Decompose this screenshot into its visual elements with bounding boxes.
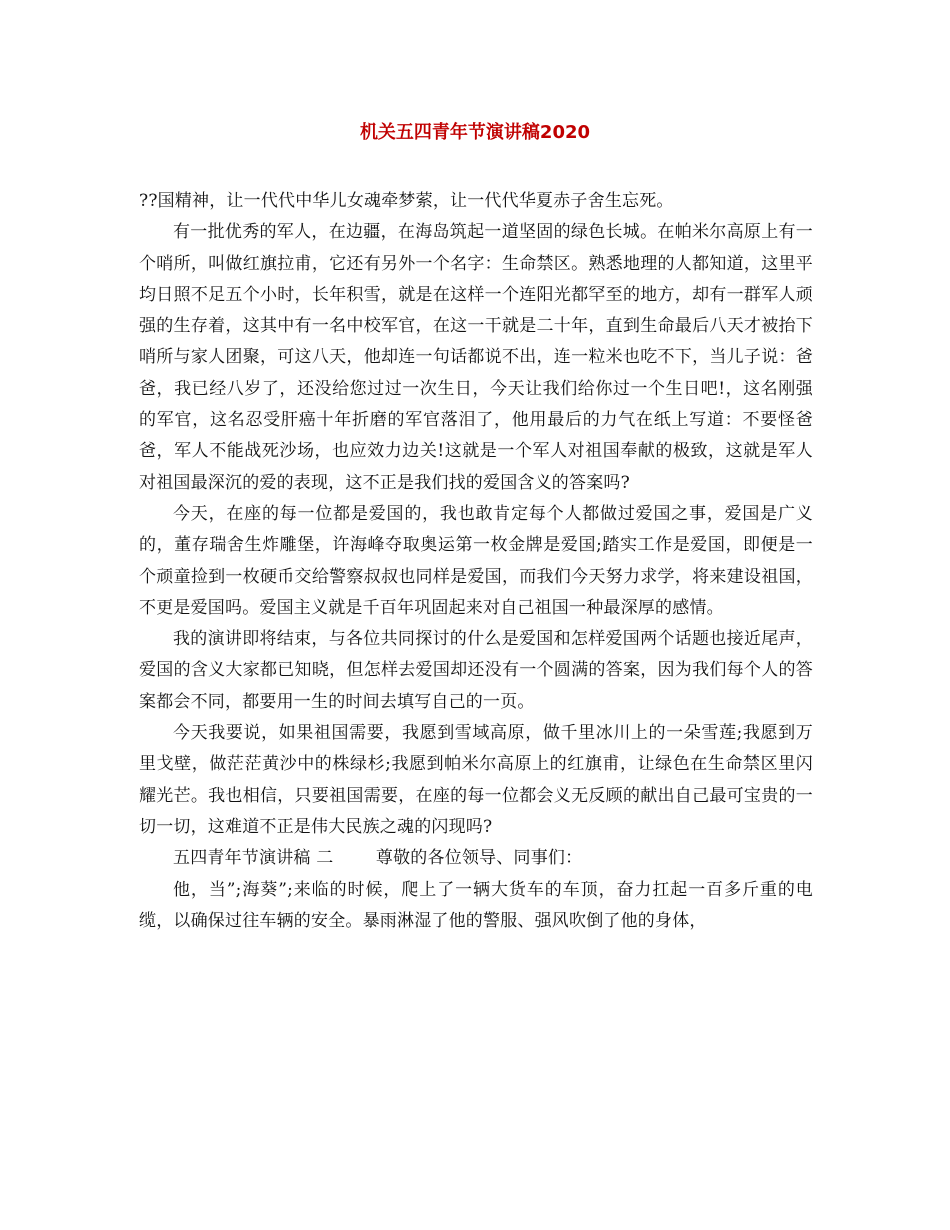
document-title: 机关五四青年节演讲稿2020: [359, 122, 591, 143]
paragraph-continuation: ??国精神，让一代代中华儿女魂牵梦萦，让一代代华夏赤子舍生忘死。: [139, 191, 674, 211]
section-heading-line: [139, 843, 813, 874]
paragraph: 我的演讲即将结束，与各位共同探讨的什么是爱国和怎样爱国两个话题也接近尾声，爱国的含义大家都已知晓，但怎样去爱国却还没有一个圆满的答案，因为我们每个人的答案都会不同，都要用一生的时间去填写自己的一页。: [139, 629, 813, 712]
section-heading: 五四青年节演讲稿 二: [173, 848, 334, 869]
paragraph: 有一批优秀的军人，在边疆，在海岛筑起一道坚固的绿色长城。在帕米尔高原上有一个哨所，叫做红旗拉甫，它还有另外一个名字：生命禁区。熟悉地理的人都知道，这里平均日照不足五个小时，长年积雪，就是在这样一个连阳光都罕至的地方，却有一群军人顽强的生存着，这其中有一名中校军官，在这一干就是二十年，直到生命最后八天才被抬下哨所与家人团聚，可这八天，他却连一句话都说不出，连一粒米也吃不下，当儿子说：爸爸，我已经八岁了，还没给您过过一次生日，今天让我们给你过一个生日吧!，这名刚强的军官，这名忍受肝癌十年折磨的军官落泪了，他用最后的力气在纸上写道：不要怪爸爸，军人不能战死沙场，也应效力边关!这就是一个军人对祖国奉献的极致，这就是军人对祖国最深沉的爱的表现，这不正是我们找的爱国含义的答案吗?: [139, 222, 813, 493]
paragraph: 他，当”;海葵”;来临的时候，爬上了一辆大货车的车顶，奋力扛起一百多斤重的电缆，以确保过往车辆的安全。暴雨淋湿了他的警服、强风吹倒了他的身体，: [139, 879, 813, 931]
paragraph: 今天，在座的每一位都是爱国的，我也敢肯定每个人都做过爱国之事，爱国是广义的，董存瑞舍生炸雕堡，许海峰夺取奥运第一枚金牌是爱国;踏实工作是爱国，即便是一个顽童捡到一枚硬币交给警察叔叔也同样是爱国，而我们今天努力求学，将来建设祖国，不更是爱国吗。爱国主义就是千百年巩固起来对自己祖国一种最深厚的感情。: [139, 503, 813, 618]
paragraph: 今天我要说，如果祖国需要，我愿到雪域高原，做千里冰川上的一朵雪莲;我愿到万里戈壁，做茫茫黄沙中的株绿杉;我愿到帕米尔高原上的红旗甫，让绿色在生命禁区里闪耀光芒。我也相信，只要祖国需要，在座的每一位都会义无反顾的献出自己最可宝贵的一切一切，这难道不正是伟大民族之魂的闪现吗?: [139, 723, 813, 837]
salutation: 尊敬的各位领导、同事们：: [375, 848, 583, 869]
document-body: [139, 186, 813, 937]
